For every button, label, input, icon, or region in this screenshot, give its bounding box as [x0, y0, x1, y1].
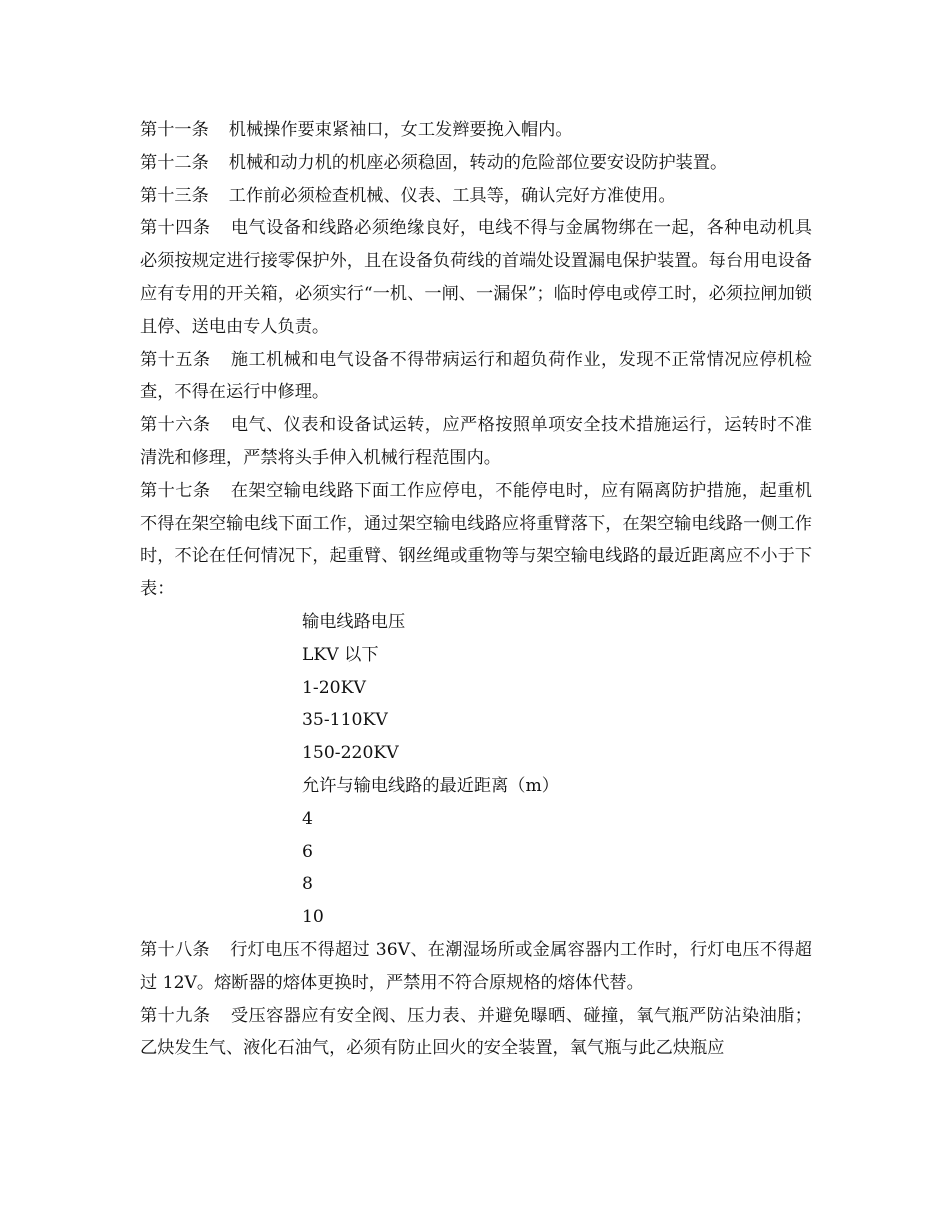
voltage-cell: 1-20KV: [302, 677, 366, 698]
article-text: 行灯电压不得超过 36V、在潮湿场所或金属容器内工作时，行灯电压不得超过 12V。熔断器的熔体更换时，严禁用不符合原规格的熔体代替。: [140, 939, 812, 993]
article-text: 受压容器应有安全阀、压力表、并避免曝晒、碰撞，氧气瓶严防沾染油脂；乙炔发生气、液化石油气，必须有防止回火的安全装置，氧气瓶与此乙炔瓶应: [140, 1005, 812, 1059]
voltage-cell: 150-220KV: [302, 743, 399, 764]
article-number: 第十一条: [140, 120, 209, 140]
article-number: 第十九条: [140, 1005, 211, 1026]
article-15: [140, 344, 812, 410]
distance-column-header: 允许与输电线路的最近距离（m）: [302, 775, 559, 796]
article-number: 第十八条: [140, 939, 210, 960]
article-text: 电气、仪表和设备试运转，应严格按照单项安全技术措施运行，运转时不准清洗和修理，严禁将头手伸入机械行程范围内。: [140, 415, 812, 468]
distance-cell: 8: [302, 874, 313, 895]
article-16: [140, 409, 812, 475]
article-18: [140, 934, 812, 1000]
article-number: 第十二条: [140, 152, 209, 173]
article-text: 工作前必须检查机械、仪表、工具等，确认完好方准使用。: [228, 185, 676, 206]
article-number: 第十五条: [140, 349, 211, 370]
article-number: 第十三条: [140, 185, 209, 206]
distance-cell: 10: [302, 907, 324, 928]
voltage-cell: 35-110KV: [302, 710, 388, 731]
article-text: 在架空输电线路下面工作应停电，不能停电时，应有隔离防护措施，起重机不得在架空输电线下面工作，通过架空输电线路应将重臂落下，在架空输电线路一侧工作时，不论在任何情况下，起重臂、钢丝绳或重物等与架空输电线路的最近距离应不小于下表：: [140, 480, 812, 600]
article-text: 机械和动力机的机座必须稳固，转动的危险部位要安设防护装置。: [228, 152, 728, 173]
article-19: [140, 1000, 812, 1066]
voltage-column-header: 输电线路电压: [302, 611, 406, 632]
distance-table: [140, 606, 812, 934]
article-17: [140, 475, 812, 606]
article-12: [140, 147, 812, 180]
article-text: 机械操作要束紧袖口，女工发辫要挽入帽内。: [228, 120, 573, 140]
article-13: [140, 180, 812, 213]
article-number: 第十四条: [140, 218, 211, 239]
voltage-cell: LKV 以下: [302, 644, 379, 665]
article-14: [140, 212, 812, 343]
distance-cell: 4: [302, 808, 313, 829]
article-number: 第十七条: [140, 480, 211, 501]
article-11: [140, 114, 812, 147]
document-body: [140, 114, 812, 1065]
distance-cell: 6: [302, 841, 313, 862]
article-text: 电气设备和线路必须绝缘良好，电线不得与金属物绑在一起，各种电动机具必须按规定进行接零保护外，且在设备负荷线的首端处设置漏电保护装置。每台用电设备应有专用的开关箱，必须实行“一机、一闸、一漏保”；临时停电或停工时，必须拉闸加锁且停、送电由专人负责。: [140, 218, 812, 337]
article-number: 第十六条: [140, 415, 211, 436]
article-text: 施工机械和电气设备不得带病运行和超负荷作业，发现不正常情况应停机检查，不得在运行中修理。: [140, 349, 812, 403]
